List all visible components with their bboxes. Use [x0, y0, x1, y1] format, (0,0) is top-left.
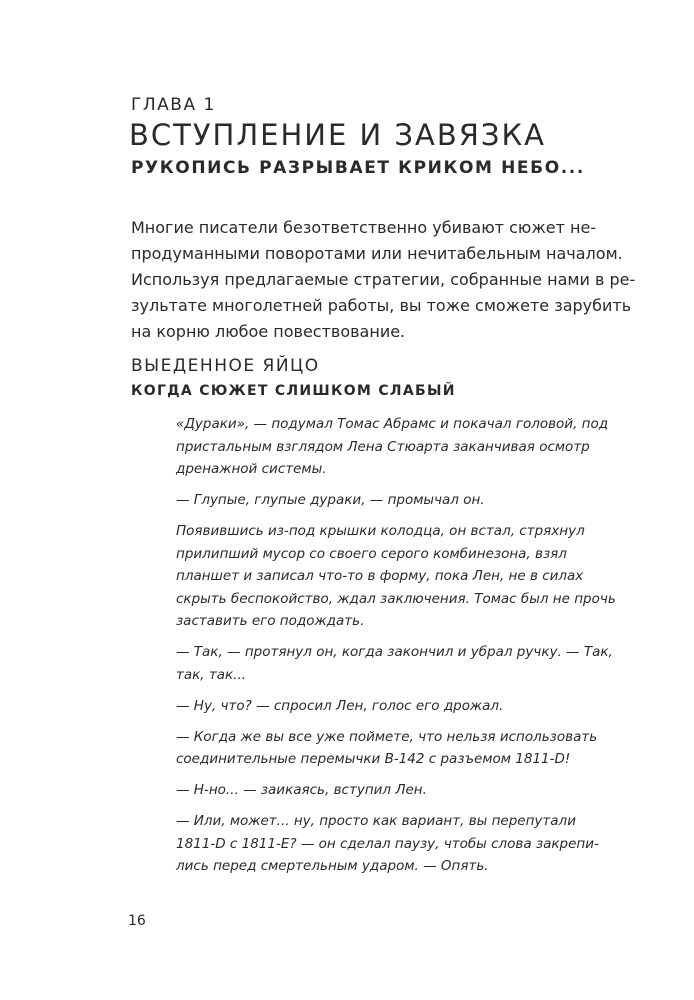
chapter-title: ВСТУПЛЕНИЕ И ЗАВЯЗКА: [129, 118, 546, 152]
excerpt-line: — Так, — протянул он, когда закончил и убрал ручку. — Так,: [176, 644, 613, 660]
chapter-subtitle: РУКОПИСЬ РАЗРЫВАЕТ КРИКОМ НЕБО...: [131, 158, 585, 178]
excerpt-line: «Дураки», — подумал Томас Абрамс и покачал головой, под: [176, 416, 609, 432]
intro-line: Используя предлагаемые стратегии, собранные нами в ре-: [131, 270, 636, 289]
story-excerpt: [176, 413, 621, 886]
excerpt-line: — Н-но... — заикаясь, вступил Лен.: [176, 782, 427, 798]
section-title: ВЫЕДЕННОЕ ЯЙЦО: [131, 356, 320, 376]
excerpt-line: планшет и записал что-то в форму, пока Лен, не в силах: [176, 568, 584, 584]
section-subtitle: КОГДА СЮЖЕТ СЛИШКОМ СЛАБЫЙ: [131, 383, 456, 399]
excerpt-line: дренажной системы.: [176, 461, 327, 477]
intro-paragraph: [131, 215, 636, 345]
excerpt-paragraph: [176, 489, 621, 512]
excerpt-paragraph: [176, 520, 621, 633]
excerpt-paragraph: [176, 810, 621, 878]
chapter-label: ГЛАВА 1: [131, 95, 216, 115]
excerpt-line: — Глупые, глупые дураки, — промычал он.: [176, 492, 485, 508]
excerpt-paragraph: [176, 413, 621, 481]
intro-line: зультате многолетней работы, вы тоже сможете зарубить: [131, 296, 632, 315]
excerpt-line: Появившись из-под крышки колодца, он встал, стряхнул: [176, 523, 585, 539]
excerpt-paragraph: [176, 641, 621, 686]
excerpt-line: пристальным взглядом Лена Стюарта заканчивая осмотр: [176, 438, 590, 455]
excerpt-line: 1811-D с 1811-E? — он сделал паузу, чтобы слова закрепи-: [176, 835, 599, 852]
excerpt-line: скрыть беспокойство, ждал заключения. Томас был не прочь: [176, 590, 616, 607]
excerpt-line: лись перед смертельным ударом. — Опять.: [176, 858, 489, 874]
page-number: 16: [128, 913, 146, 929]
excerpt-paragraph: [176, 695, 621, 718]
excerpt-paragraph: [176, 726, 621, 771]
excerpt-line: — Ну, что? — спросил Лен, голос его дрожал.: [176, 697, 504, 714]
excerpt-paragraph: [176, 779, 621, 802]
intro-line: Многие писатели безответственно убивают сюжет не-: [131, 218, 597, 237]
excerpt-line: заставить его подождать.: [176, 613, 365, 629]
excerpt-line: соединительные перемычки В-142 с разъемом 1811-D!: [176, 751, 571, 767]
excerpt-line: прилипший мусор со своего серого комбинезона, взял: [176, 545, 567, 562]
excerpt-line: так, так...: [176, 666, 247, 683]
excerpt-line: — Или, может... ну, просто как вариант, вы перепутали: [176, 813, 576, 829]
intro-line: продуманными поворотами или нечитабельным началом.: [131, 244, 623, 263]
intro-line: на корню любое повествование.: [131, 322, 406, 341]
excerpt-line: — Когда же вы все уже поймете, что нельзя использовать: [176, 728, 598, 745]
